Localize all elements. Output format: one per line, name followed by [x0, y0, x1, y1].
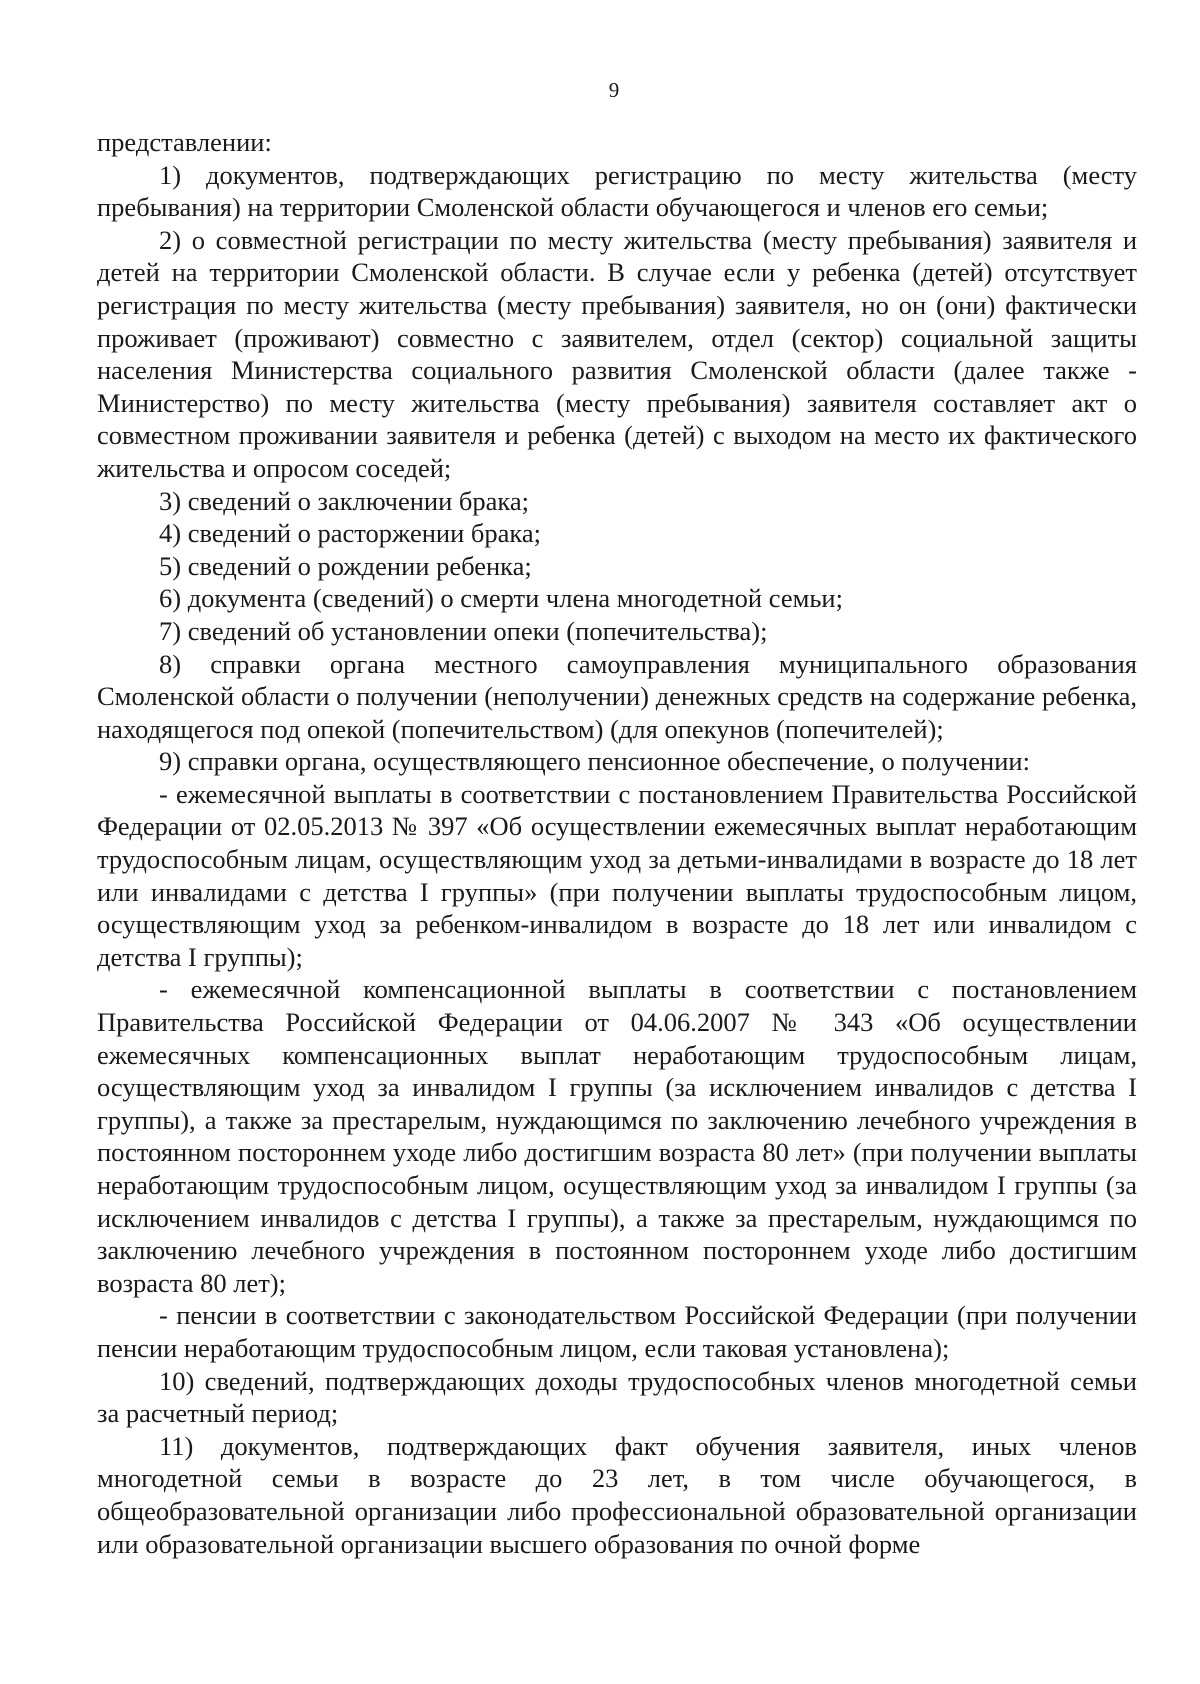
paragraph: 8) справки органа местного самоуправления муниципального образования Смоленской области о получении (неполучении) денежных средств на содержание ребенка, находящегося под опекой (попечительством) (для опекунов (попечителей); [97, 648, 1137, 744]
paragraph: 6) документа (сведений) о смерти члена многодетной семьи; [159, 583, 843, 614]
paragraph: 11) документов, подтверждающих факт обучения заявителя, иных членов многодетной семьи в возрасте до 23 лет, в том числе обучающегося, в общеобразовательной организации либо профессиональной образовательной организации или образовательной организации высшего образования по очной форме [97, 1430, 1137, 1559]
paragraph: 1) документов, подтверждающих регистрацию по месту жительства (месту пребывания) на территории Смоленской области обучающегося и членов его семьи; [97, 159, 1137, 223]
paragraph: 9) справки органа, осуществляющего пенсионное обеспечение, о получении: [159, 746, 1030, 777]
paragraph: - ежемесячной компенсационной выплаты в соответствии с постановлением Правительства Российской Федерации от 04.06.2007 № 343 «Об осуществлении ежемесячных компенсационных выплат неработающим трудоспособным лицам, осуществляющим уход за инвалидом I группы (за исключением инвалидов с детства I группы), а также за престарелым, нуждающимся по заключению лечебного учреждения в постоянном постороннем уходе либо достигшим возраста 80 лет» (при получении выплаты неработающим трудоспособным лицом, осуществляющим уход за инвалидом I группы (за исключением инвалидов с детства I группы), а также за престарелым, нуждающимся по заключению лечебного учреждения в постоянном постороннем уходе либо достигшим возраста 80 лет); [97, 974, 1137, 1298]
paragraph: представлении: [97, 127, 272, 157]
paragraph: 4) сведений о расторжении брака; [159, 518, 542, 549]
document-body [97, 126, 1137, 1560]
page-number: 9 [608, 78, 620, 102]
paragraph: 10) сведений, подтверждающих доходы трудоспособных членов многодетной семьи за расчетный период; [97, 1365, 1137, 1429]
paragraph: 3) сведений о заключении брака; [159, 485, 529, 516]
paragraph: - пенсии в соответствии с законодательством Российской Федерации (при получении пенсии неработающим трудоспособным лицом, если таковая установлена); [97, 1300, 1137, 1363]
paragraph: 5) сведений о рождении ребенка; [159, 550, 532, 581]
paragraph: 2) о совместной регистрации по месту жительства (месту пребывания) заявителя и детей на территории Смоленской области. В случае если у ребенка (детей) отсутствует регистрация по месту жительства (месту пребывания) заявителя, но он (они) фактически проживает (проживают) совместно с заявителем, отдел (сектор) социальной защиты населения Министерства социального развития Смоленской области (далее также - Министерство) по месту жительства (месту пребывания) заявителя составляет акт о совместном проживании заявителя и ребенка (детей) с выходом на место их фактического жительства и опросом соседей; [97, 224, 1137, 483]
paragraph: 7) сведений об установлении опеки (попечительства); [159, 615, 768, 646]
paragraph: - ежемесячной выплаты в соответствии с постановлением Правительства Российской Федерации от 02.05.2013 № 397 «Об осуществлении ежемесячных выплат неработающим трудоспособным лицам, осуществляющим уход за детьми-инвалидами в возрасте до 18 лет или инвалидами с детства I группы» (при получении выплаты трудоспособным лицом, осуществляющим уход за ребенком-инвалидом в возрасте до 18 лет или инвалидом с детства I группы); [97, 778, 1137, 972]
